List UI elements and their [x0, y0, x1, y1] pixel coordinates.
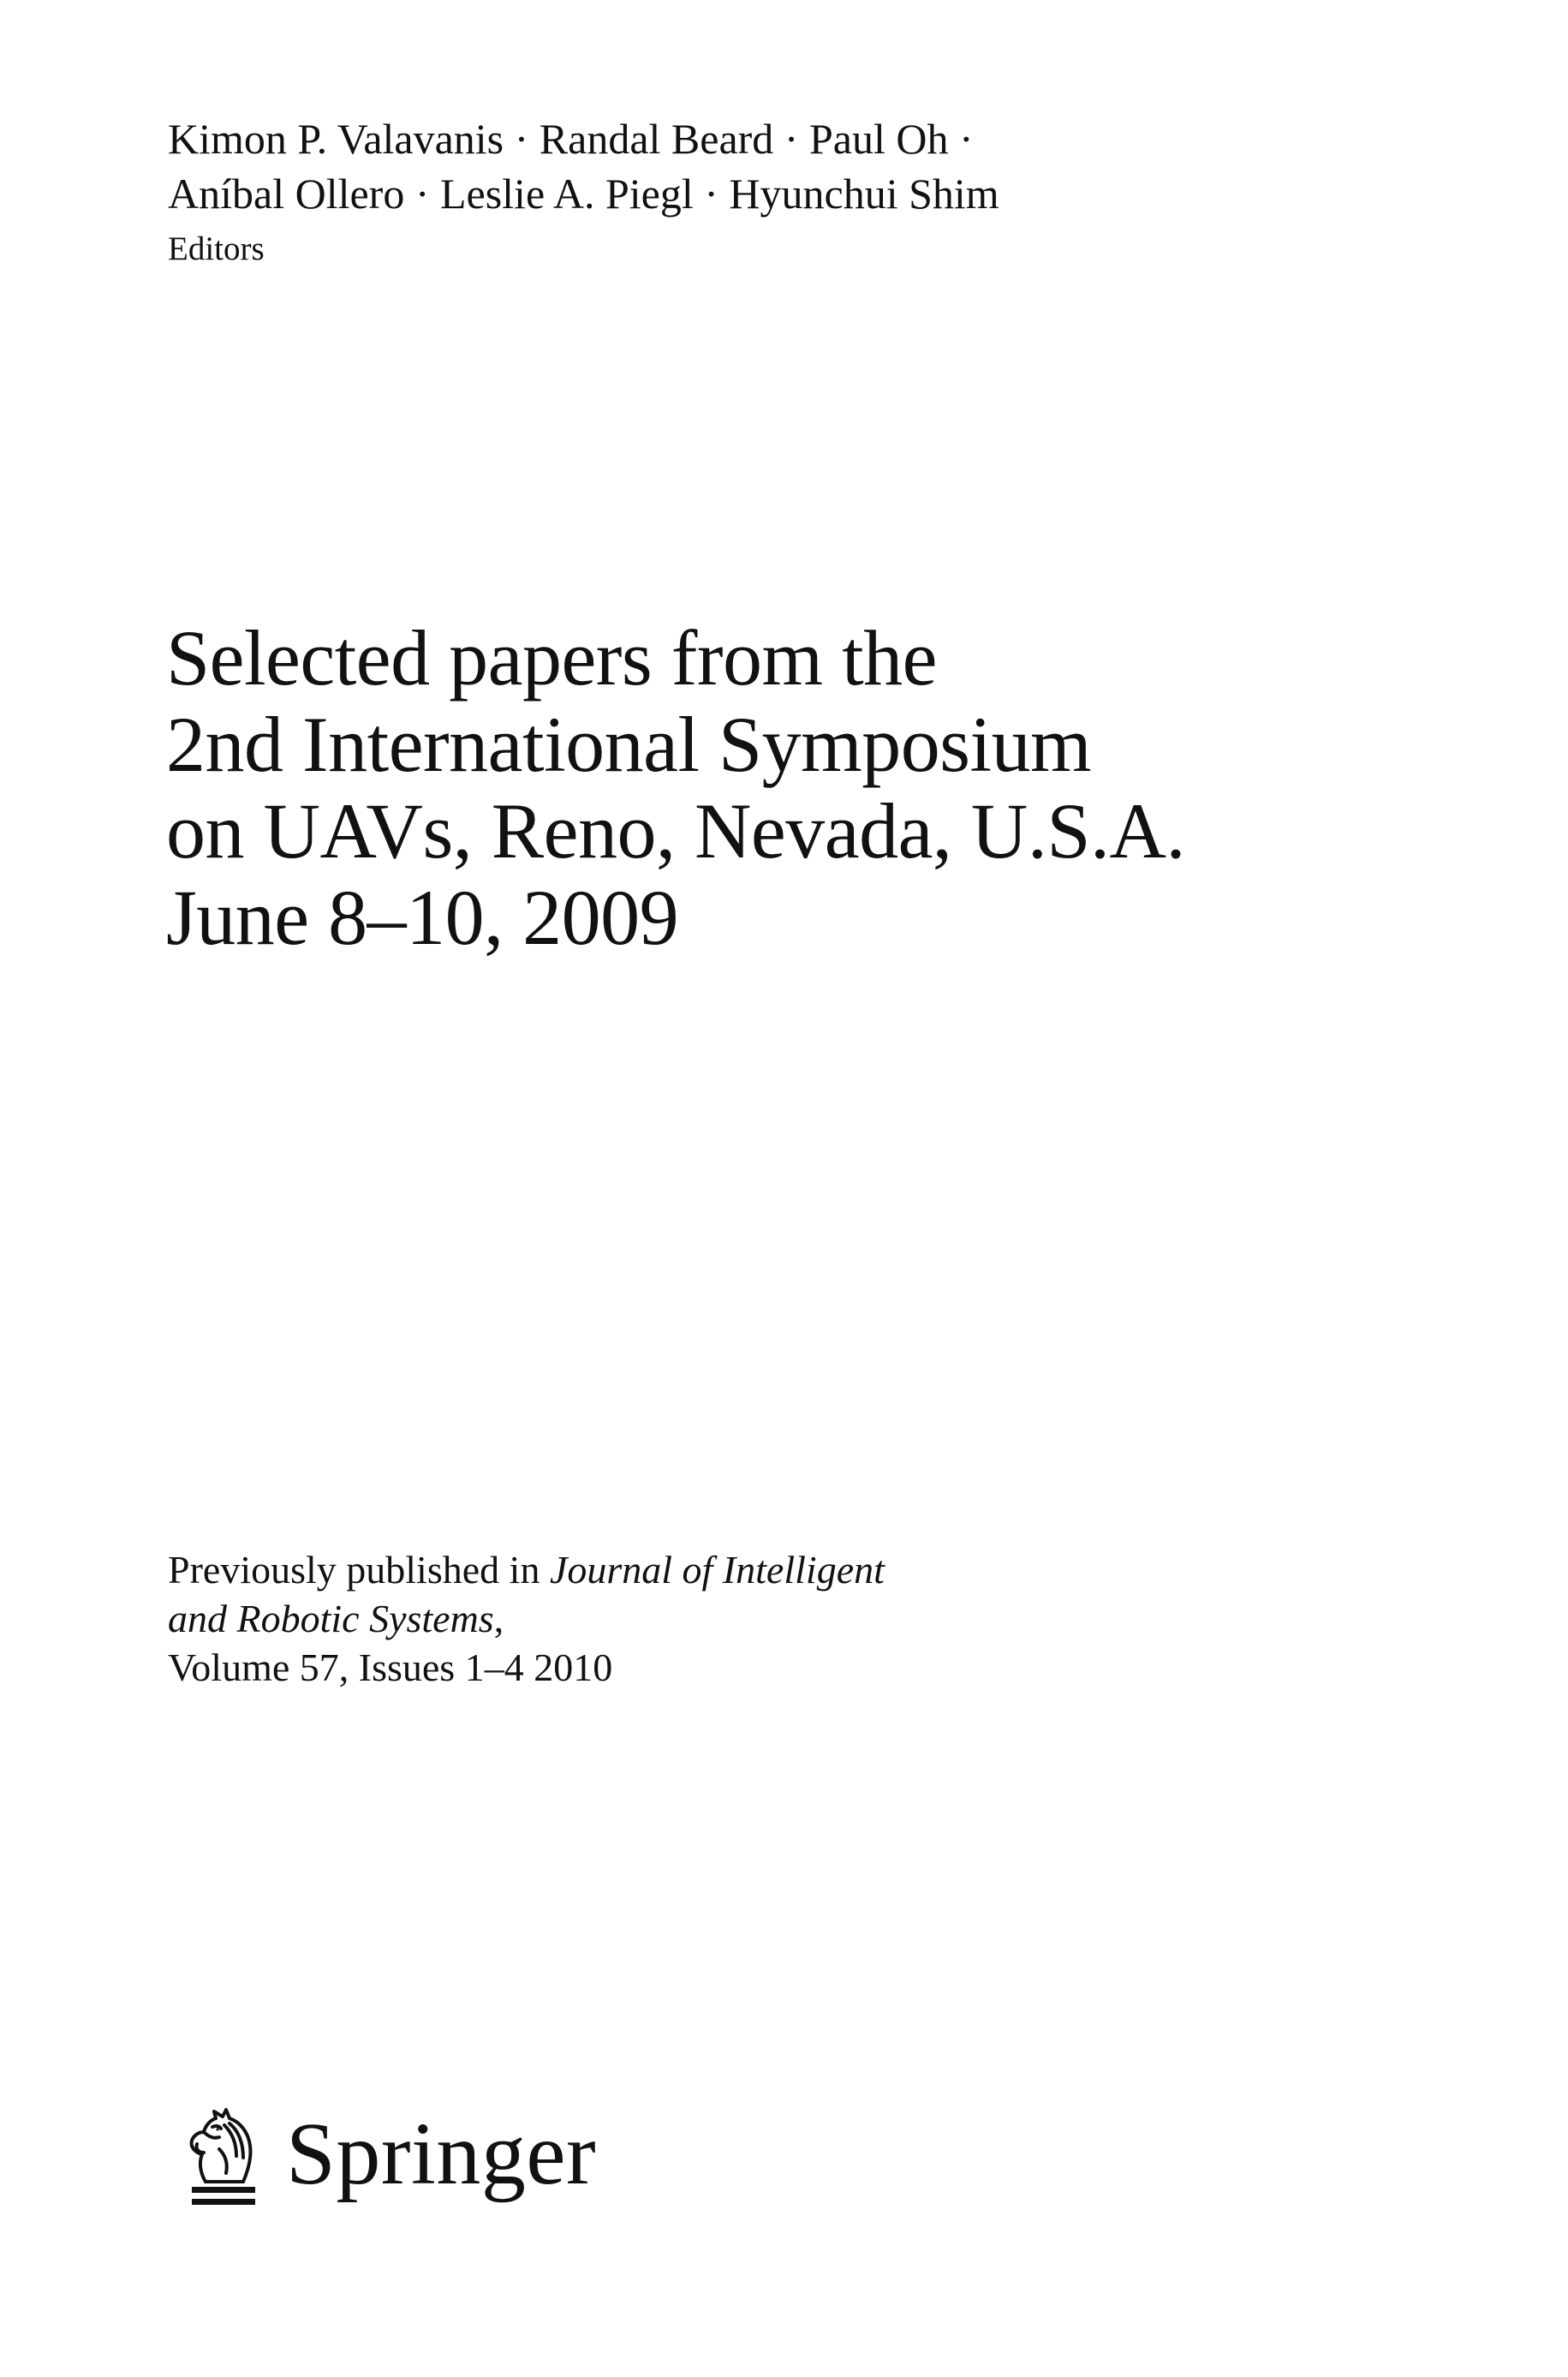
editors-line-2: Aníbal Ollero · Leslie A. Piegl · Hyunchui Shim — [168, 170, 999, 218]
previously-published-prefix: Previously published in — [168, 1548, 550, 1592]
editors-block — [168, 111, 999, 271]
previously-published-line-1 — [168, 1545, 885, 1594]
journal-name-comma: , — [493, 1597, 504, 1640]
publisher-name: Springer — [286, 2105, 597, 2203]
springer-horse-icon — [180, 2106, 267, 2209]
title-line-4: June 8–10, 2009 — [166, 874, 679, 961]
volume-issues: Volume 57, Issues 1–4 2010 — [168, 1645, 613, 1689]
previously-published-note — [168, 1545, 885, 1692]
editors-label: Editors — [168, 230, 265, 267]
title-line-1: Selected papers from the — [166, 614, 937, 702]
title-line-3: on UAVs, Reno, Nevada, U.S.A. — [166, 787, 1185, 875]
publisher-imprint — [180, 2090, 596, 2219]
previously-published-line-2 — [168, 1594, 885, 1643]
journal-name-part-2: and Robotic Systems — [168, 1597, 494, 1640]
editors-line-1: Kimon P. Valavanis · Randal Beard · Paul Oh · — [168, 115, 974, 163]
journal-name-part-1: Journal of Intelligent — [549, 1548, 885, 1592]
title-line-2: 2nd International Symposium — [166, 701, 1092, 788]
book-title — [166, 615, 1185, 961]
